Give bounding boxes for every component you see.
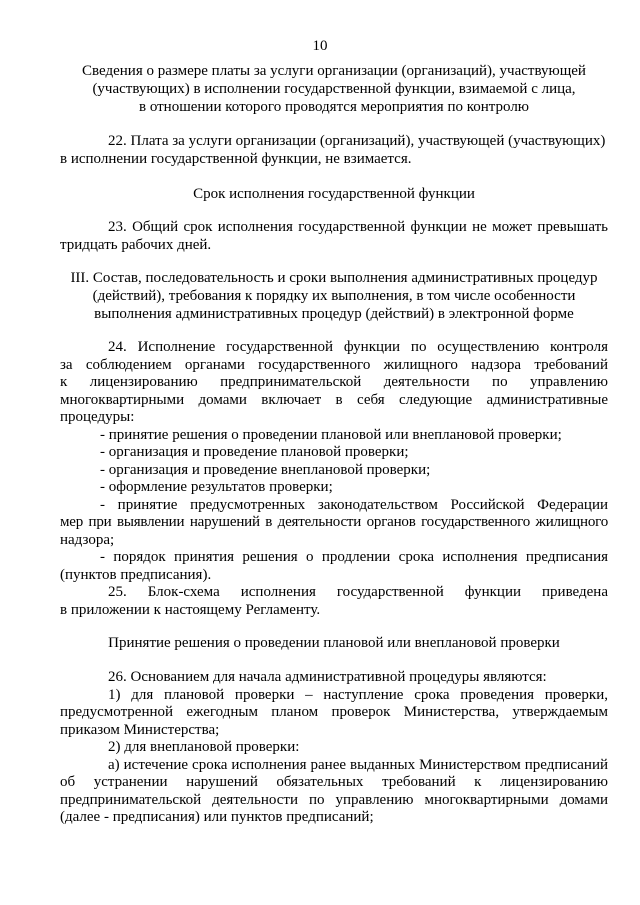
paragraph-26 — [60, 669, 608, 827]
paragraph-line: процедуры: — [60, 409, 135, 425]
paragraph-line: 22. Плата за услуги организации (организаций), участвующей (участвующих) — [108, 133, 606, 149]
paragraph-line: в приложении к настоящему Регламенту. — [60, 601, 321, 618]
list-item: (пунктов предписания). — [60, 566, 212, 583]
list-item: мер при выявлении нарушений в деятельности органов государственного жилищного — [60, 514, 608, 530]
list-item: 1) для плановой проверки – наступление срока проведения проверки, — [108, 686, 608, 703]
heading-line: (действий), требования к порядку их выполнения, в том числе особенности — [92, 288, 576, 304]
paragraph-line: многоквартирными домами включает в себя следующие административные — [60, 391, 608, 408]
heading-line: (участвующих) в исполнении государственной функции, взимаемой с лица, — [92, 81, 576, 97]
paragraph-line: 24. Исполнение государственной функции по осуществлению контроля — [108, 339, 608, 355]
paragraph-line: к лицензированию предпринимательской деятельности по управлению — [60, 374, 608, 390]
page-number: 10 — [312, 38, 328, 54]
paragraph-line: 23. Общий срок исполнения государственной функции не может превышать — [108, 219, 608, 235]
paragraph-line: 25. Блок-схема исполнения государственной функции приведена — [108, 584, 608, 600]
paragraph-line: 26. Основанием для начала административной процедуры являются: — [108, 669, 547, 685]
list-item: предпринимательской деятельности по управлению многоквартирными домами — [60, 791, 608, 808]
list-item: предусмотренной ежегодным планом проверок Министерства, утверждаемым — [60, 704, 608, 720]
term-section-heading: Срок исполнения государственной функции — [193, 186, 475, 202]
list-item: 2) для внеплановой проверки: — [108, 739, 300, 755]
paragraph-25 — [60, 584, 608, 619]
heading-line: III. Состав, последовательность и сроки выполнения административных процедур — [70, 270, 598, 286]
paragraph-line: тридцать рабочих дней. — [60, 236, 212, 253]
list-item: - организация и проведение внеплановой проверки; — [100, 461, 431, 478]
list-item: - принятие решения о проведении плановой или внеплановой проверки; — [100, 426, 562, 443]
list-item: а) истечение срока исполнения ранее выданных Министерством предписаний — [108, 756, 608, 773]
decision-section-heading: Принятие решения о проведении плановой или внеплановой проверки — [108, 635, 560, 651]
paragraph-22 — [60, 133, 608, 168]
paragraph-line: за соблюдением органами государственного жилищного надзора требований — [60, 356, 608, 373]
paragraph-24 — [60, 339, 608, 584]
list-item: приказом Министерства; — [60, 721, 220, 738]
list-item: - порядок принятия решения о продлении срока исполнения предписания — [100, 549, 608, 565]
heading-line: выполнения административных процедур (действий) в электронной форме — [94, 306, 574, 322]
list-item: - оформление результатов проверки; — [100, 479, 333, 495]
fee-section-heading — [60, 62, 608, 116]
heading-line: в отношении которого проводятся мероприятия по контролю — [138, 99, 530, 115]
heading-line: Сведения о размере платы за услуги организации (организаций), участвующей — [82, 63, 586, 79]
section-3-heading — [60, 269, 608, 323]
list-item: - принятие предусмотренных законодательством Российской Федерации — [100, 496, 608, 513]
list-item: надзора; — [60, 531, 115, 548]
paragraph-23 — [60, 219, 608, 254]
list-item: об устранении нарушений обязательных требований к лицензированию — [60, 774, 608, 790]
paragraph-line: в исполнении государственной функции, не взимается. — [60, 150, 412, 167]
list-item: - организация и проведение плановой проверки; — [100, 444, 409, 460]
list-item: (далее - предписания) или пунктов предписаний; — [60, 809, 374, 825]
